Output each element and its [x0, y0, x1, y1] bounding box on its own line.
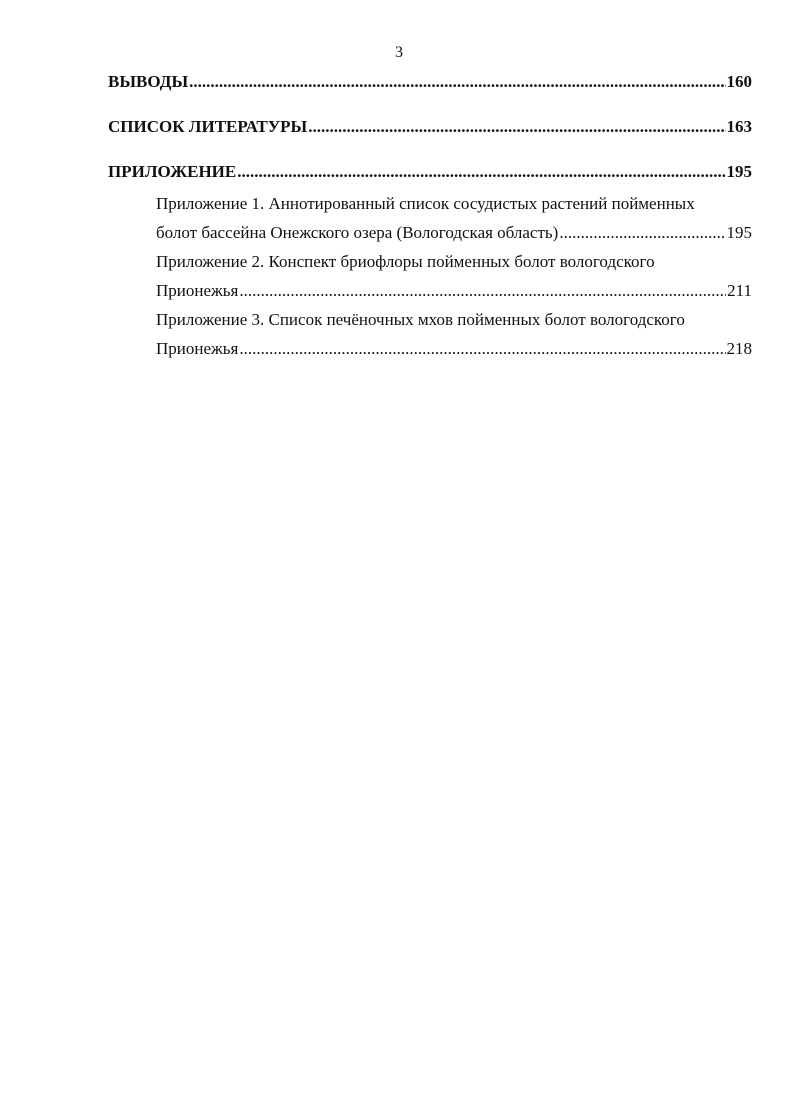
toc-subentry-title-line1: Приложение 3. Список печёночных мхов пойменных болот вологодского [156, 310, 685, 329]
toc-subentry-title-line2: Прионежья [156, 281, 239, 300]
toc-subentry-page: 218 [726, 339, 752, 358]
toc-subentry-appendix-1[interactable] [108, 189, 752, 247]
dot-leader [308, 117, 725, 137]
page-number: 3 [395, 44, 403, 61]
dot-leader [559, 218, 725, 247]
toc-entry-page: 163 [726, 117, 752, 136]
toc-entry-title: СПИСОК ЛИТЕРАТУРЫ [108, 117, 308, 136]
toc-subentry-appendix-3[interactable] [108, 305, 752, 363]
toc-subentry-title-line1: Приложение 1. Аннотированный список сосудистых растений пойменных [156, 194, 695, 213]
dot-leader [239, 334, 725, 363]
toc-subentry-title-line2: болот бассейна Онежского озера (Вологодская область) [156, 223, 559, 242]
toc-entry-title: ВЫВОДЫ [108, 72, 189, 91]
toc-subentry-title-line1: Приложение 2. Конспект бриофлоры пойменных болот вологодского [156, 252, 655, 271]
toc-entry-appendix[interactable] [108, 162, 752, 182]
toc-entry-page: 160 [726, 72, 752, 91]
toc-entry-conclusions[interactable] [108, 72, 752, 92]
toc-subentry-page: 195 [726, 223, 752, 242]
toc-subentry-appendix-2[interactable] [108, 247, 752, 305]
dot-leader [189, 72, 725, 92]
toc-subentry-page: 211 [727, 281, 752, 300]
toc-entry-page: 195 [726, 162, 752, 181]
dot-leader [239, 276, 726, 305]
toc-entry-title: ПРИЛОЖЕНИЕ [108, 162, 237, 181]
toc-subentry-title-line2: Прионежья [156, 339, 239, 358]
table-of-contents [108, 70, 752, 363]
dot-leader [237, 162, 725, 182]
toc-entry-references[interactable] [108, 117, 752, 137]
